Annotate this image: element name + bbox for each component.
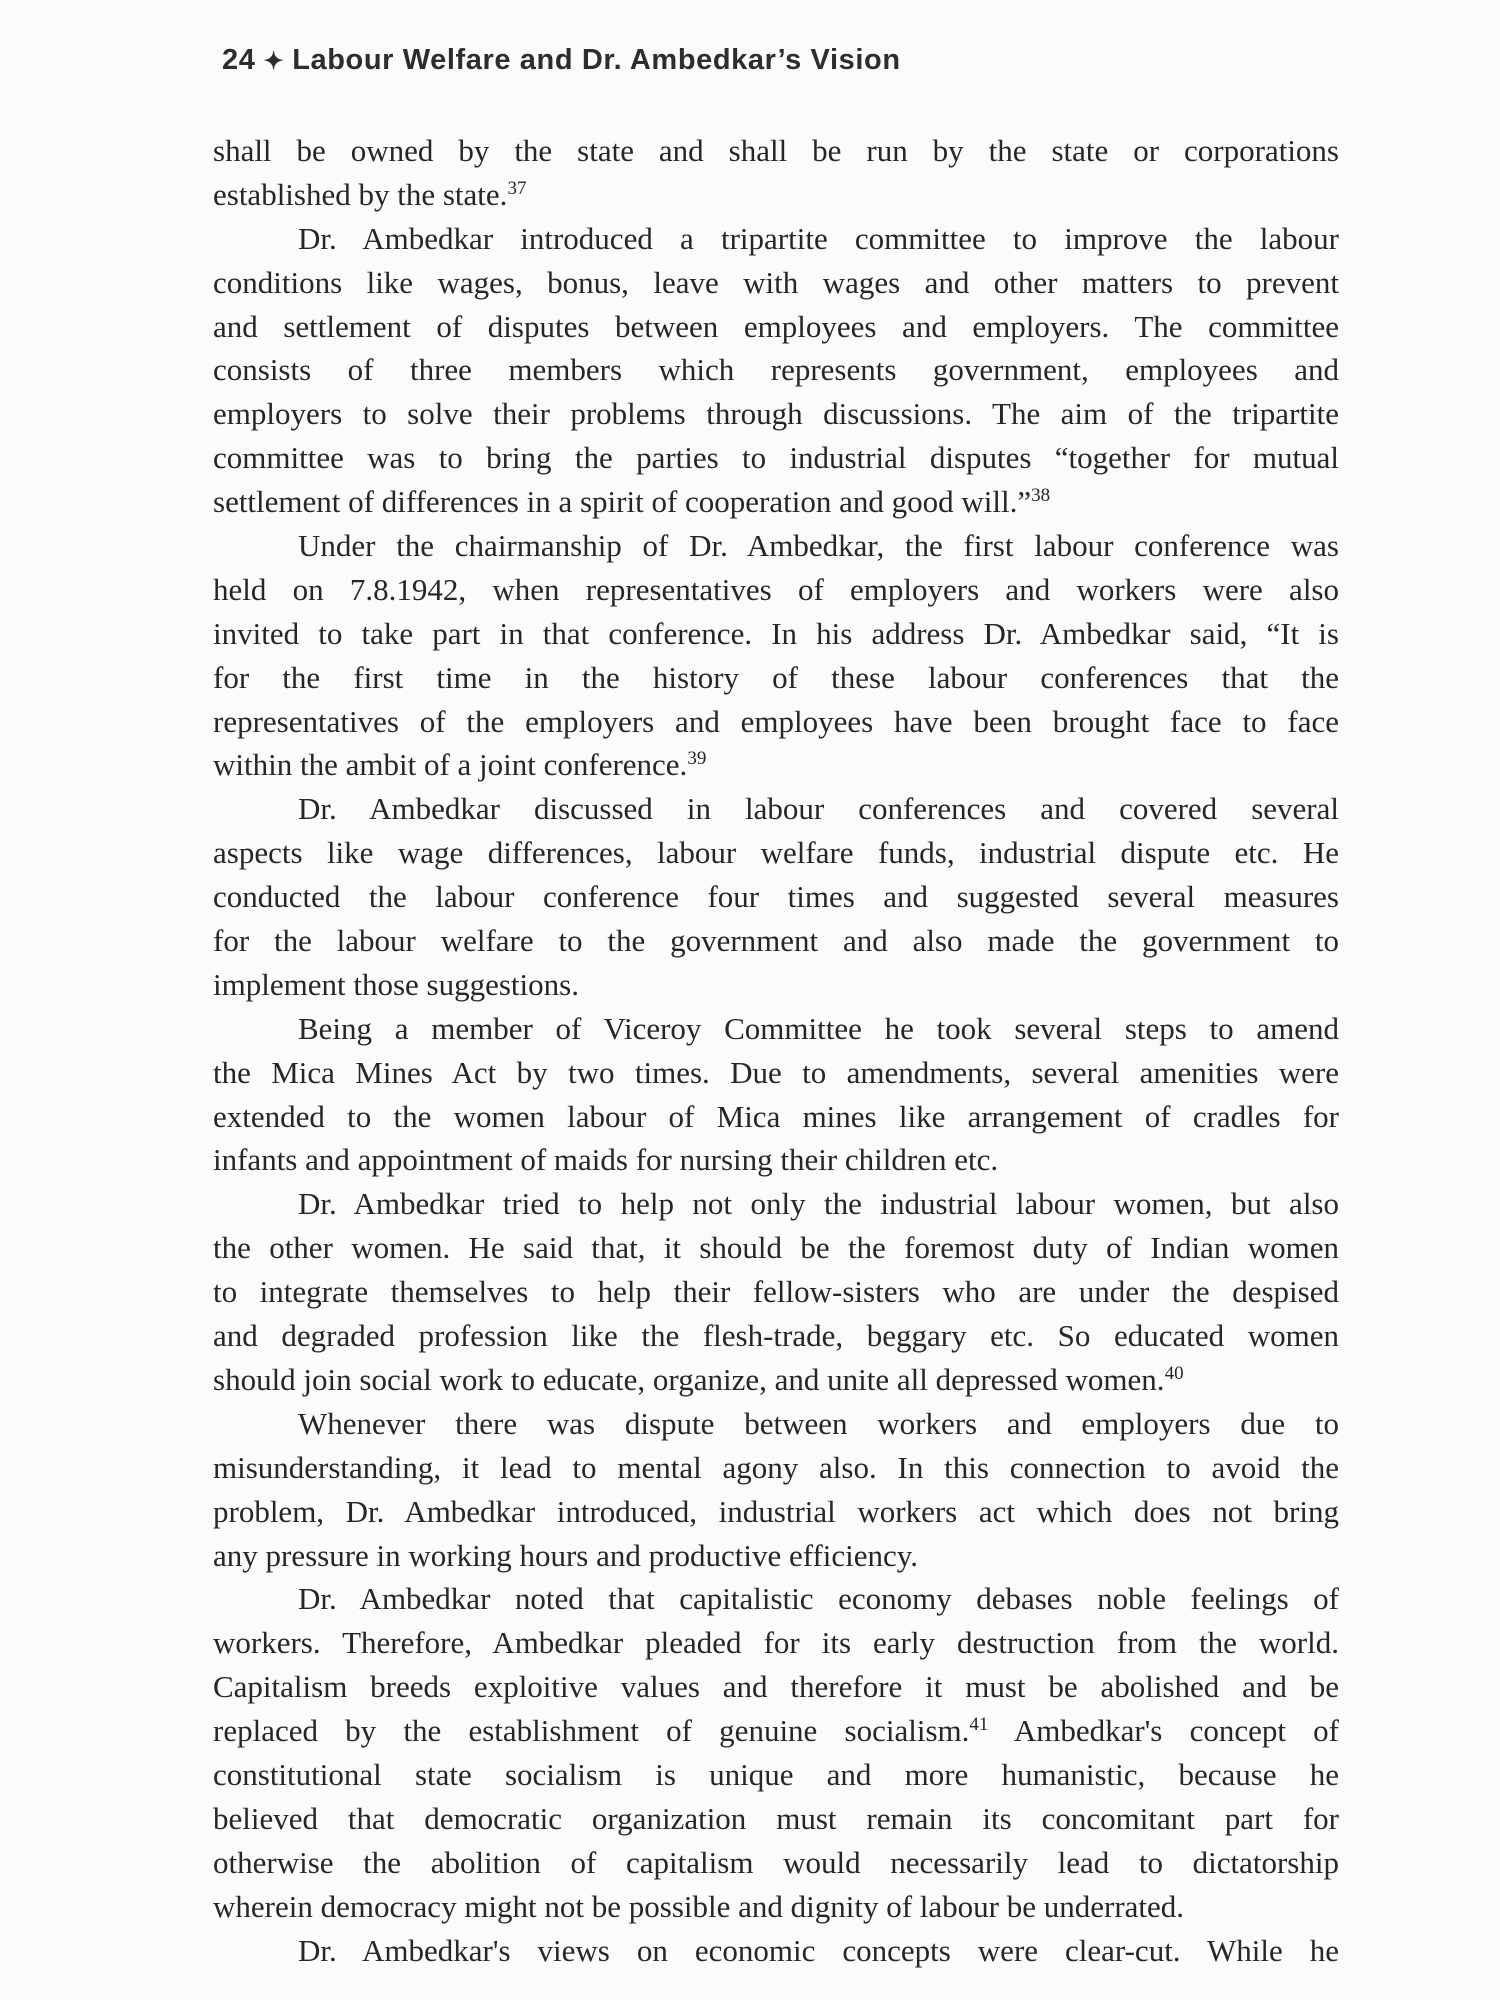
text-line bbox=[213, 173, 1339, 217]
line-text: misunderstanding, it lead to mental agony also. In this connection to avoid the bbox=[213, 1449, 1339, 1485]
text-line bbox=[213, 656, 1339, 700]
line-text: and settlement of disputes between employees and employers. The committee bbox=[213, 308, 1339, 344]
text-line bbox=[213, 261, 1339, 305]
line-text: invited to take part in that conference. In his address Dr. Ambedkar said, “It is bbox=[213, 615, 1339, 651]
line-text: believed that democratic organization must remain its concomitant part for bbox=[213, 1800, 1339, 1836]
text-line bbox=[213, 1270, 1339, 1314]
line-text: otherwise the abolition of capitalism would necessarily lead to dictatorship bbox=[213, 1844, 1339, 1880]
page-body-text bbox=[213, 129, 1339, 1972]
text-line bbox=[213, 787, 1339, 831]
line-text: consists of three members which represents government, employees and bbox=[213, 352, 1339, 388]
line-text: to integrate themselves to help their fellow-sisters who are under the despised bbox=[213, 1274, 1339, 1310]
text-line bbox=[213, 1007, 1339, 1051]
text-line bbox=[213, 1841, 1339, 1885]
line-text: Dr. Ambedkar discussed in labour conferences and covered several bbox=[298, 791, 1339, 827]
diamond-separator-icon: ✦ bbox=[263, 48, 285, 75]
footnote-reference: 41 bbox=[969, 1714, 989, 1736]
text-line bbox=[213, 1446, 1339, 1490]
text-line bbox=[213, 480, 1339, 524]
line-text: Whenever there was dispute between workers and employers due to bbox=[298, 1405, 1339, 1441]
text-line bbox=[213, 919, 1339, 963]
text-line bbox=[213, 524, 1339, 568]
line-text: implement those suggestions. bbox=[213, 966, 579, 1002]
line-text: held on 7.8.1942, when representatives of employers and workers were also bbox=[213, 571, 1339, 607]
paragraph bbox=[213, 1182, 1339, 1401]
text-line bbox=[213, 1621, 1339, 1665]
text-line bbox=[213, 963, 1339, 1007]
text-line bbox=[213, 1753, 1339, 1797]
line-text: workers. Therefore, Ambedkar pleaded for its early destruction from the world. bbox=[213, 1625, 1339, 1661]
line-text: conditions like wages, bonus, leave with wages and other matters to prevent bbox=[213, 264, 1339, 300]
text-line bbox=[213, 1051, 1339, 1095]
text-line bbox=[213, 1358, 1339, 1402]
line-text: should join social work to educate, organize, and unite all depressed women. bbox=[213, 1361, 1165, 1397]
line-text: infants and appointment of maids for nursing their children etc. bbox=[213, 1142, 999, 1178]
paragraph bbox=[213, 524, 1339, 787]
text-line bbox=[213, 1665, 1339, 1709]
line-text: Capitalism breeds exploitive values and therefore it must be abolished and be bbox=[213, 1669, 1339, 1705]
line-text: the Mica Mines Act by two times. Due to amendments, several amenities were bbox=[213, 1054, 1339, 1090]
line-text: Dr. Ambedkar tried to help not only the industrial labour women, but also bbox=[298, 1186, 1339, 1222]
text-line bbox=[213, 305, 1339, 349]
text-line bbox=[213, 1490, 1339, 1534]
line-text: Under the chairmanship of Dr. Ambedkar, the first labour conference was bbox=[298, 528, 1339, 564]
line-text: extended to the women labour of Mica mines like arrangement of cradles for bbox=[213, 1098, 1339, 1134]
text-line bbox=[213, 1402, 1339, 1446]
text-line bbox=[213, 1929, 1339, 1973]
footnote-reference: 39 bbox=[687, 748, 707, 770]
text-line bbox=[213, 129, 1339, 173]
text-line bbox=[213, 1226, 1339, 1270]
text-line bbox=[213, 1095, 1339, 1139]
text-line bbox=[213, 217, 1339, 261]
page-number: 24 bbox=[222, 44, 256, 76]
line-text: any pressure in working hours and productive efficiency. bbox=[213, 1537, 919, 1573]
line-text: problem, Dr. Ambedkar introduced, industrial workers act which does not bring bbox=[213, 1493, 1339, 1529]
line-text: employers to solve their problems through discussions. The aim of the tripartite bbox=[213, 396, 1339, 432]
text-line bbox=[213, 1314, 1339, 1358]
line-text: for the labour welfare to the government and also made the government to bbox=[213, 923, 1339, 959]
line-text: established by the state. bbox=[213, 176, 508, 212]
text-line bbox=[213, 1709, 1339, 1753]
text-line bbox=[213, 1534, 1339, 1578]
text-line bbox=[213, 831, 1339, 875]
text-line bbox=[213, 612, 1339, 656]
paragraph bbox=[213, 1577, 1339, 1928]
line-text: the other women. He said that, it should be the foremost duty of Indian women bbox=[213, 1230, 1339, 1266]
text-line bbox=[213, 1885, 1339, 1929]
footnote-reference: 38 bbox=[1031, 485, 1051, 507]
line-text: Dr. Ambedkar noted that capitalistic economy debases noble feelings of bbox=[298, 1581, 1339, 1617]
text-line bbox=[213, 1577, 1339, 1621]
line-text: conducted the labour conference four times and suggested several measures bbox=[213, 879, 1339, 915]
text-line bbox=[213, 348, 1339, 392]
line-text: constitutional state socialism is unique and more humanistic, because he bbox=[213, 1756, 1339, 1792]
text-line bbox=[213, 700, 1339, 744]
line-text: aspects like wage differences, labour welfare funds, industrial dispute etc. He bbox=[213, 835, 1339, 871]
line-text: representatives of the employers and employees have been brought face to face bbox=[213, 703, 1339, 739]
footnote-reference: 40 bbox=[1164, 1362, 1184, 1384]
line-text: Being a member of Viceroy Committee he took several steps to amend bbox=[298, 1010, 1339, 1046]
line-text: within the ambit of a joint conference. bbox=[213, 747, 688, 783]
text-line bbox=[213, 1797, 1339, 1841]
text-line bbox=[213, 875, 1339, 919]
line-text: committee was to bring the parties to industrial disputes “together for mutual bbox=[213, 440, 1339, 476]
text-line bbox=[213, 743, 1339, 787]
paragraph bbox=[213, 1929, 1339, 1973]
footnote-reference: 37 bbox=[507, 177, 527, 199]
paragraph bbox=[213, 129, 1339, 217]
line-text: for the first time in the history of these labour conferences that the bbox=[213, 659, 1339, 695]
line-text: Ambedkar's concept of bbox=[988, 1713, 1339, 1749]
line-text: settlement of differences in a spirit of cooperation and good will.” bbox=[213, 484, 1032, 520]
line-text: wherein democracy might not be possible and dignity of labour be underrated. bbox=[213, 1888, 1185, 1924]
line-text: shall be owned by the state and shall be run by the state or corporations bbox=[213, 133, 1339, 168]
line-text: Dr. Ambedkar introduced a tripartite committee to improve the labour bbox=[298, 220, 1339, 256]
text-line bbox=[213, 1138, 1339, 1182]
text-line bbox=[213, 436, 1339, 480]
running-header bbox=[222, 44, 901, 77]
paragraph bbox=[213, 1402, 1339, 1578]
paragraph bbox=[213, 217, 1339, 524]
book-title: Labour Welfare and Dr. Ambedkar’s Vision bbox=[292, 44, 901, 76]
paragraph bbox=[213, 787, 1339, 1006]
line-text: and degraded profession like the flesh-trade, beggary etc. So educated women bbox=[213, 1318, 1339, 1354]
text-line bbox=[213, 568, 1339, 612]
text-line bbox=[213, 392, 1339, 436]
line-text: Dr. Ambedkar's views on economic concepts were clear-cut. While he bbox=[298, 1932, 1339, 1968]
line-text: replaced by the establishment of genuine socialism. bbox=[213, 1713, 970, 1749]
text-line bbox=[213, 1182, 1339, 1226]
paragraph bbox=[213, 1007, 1339, 1183]
